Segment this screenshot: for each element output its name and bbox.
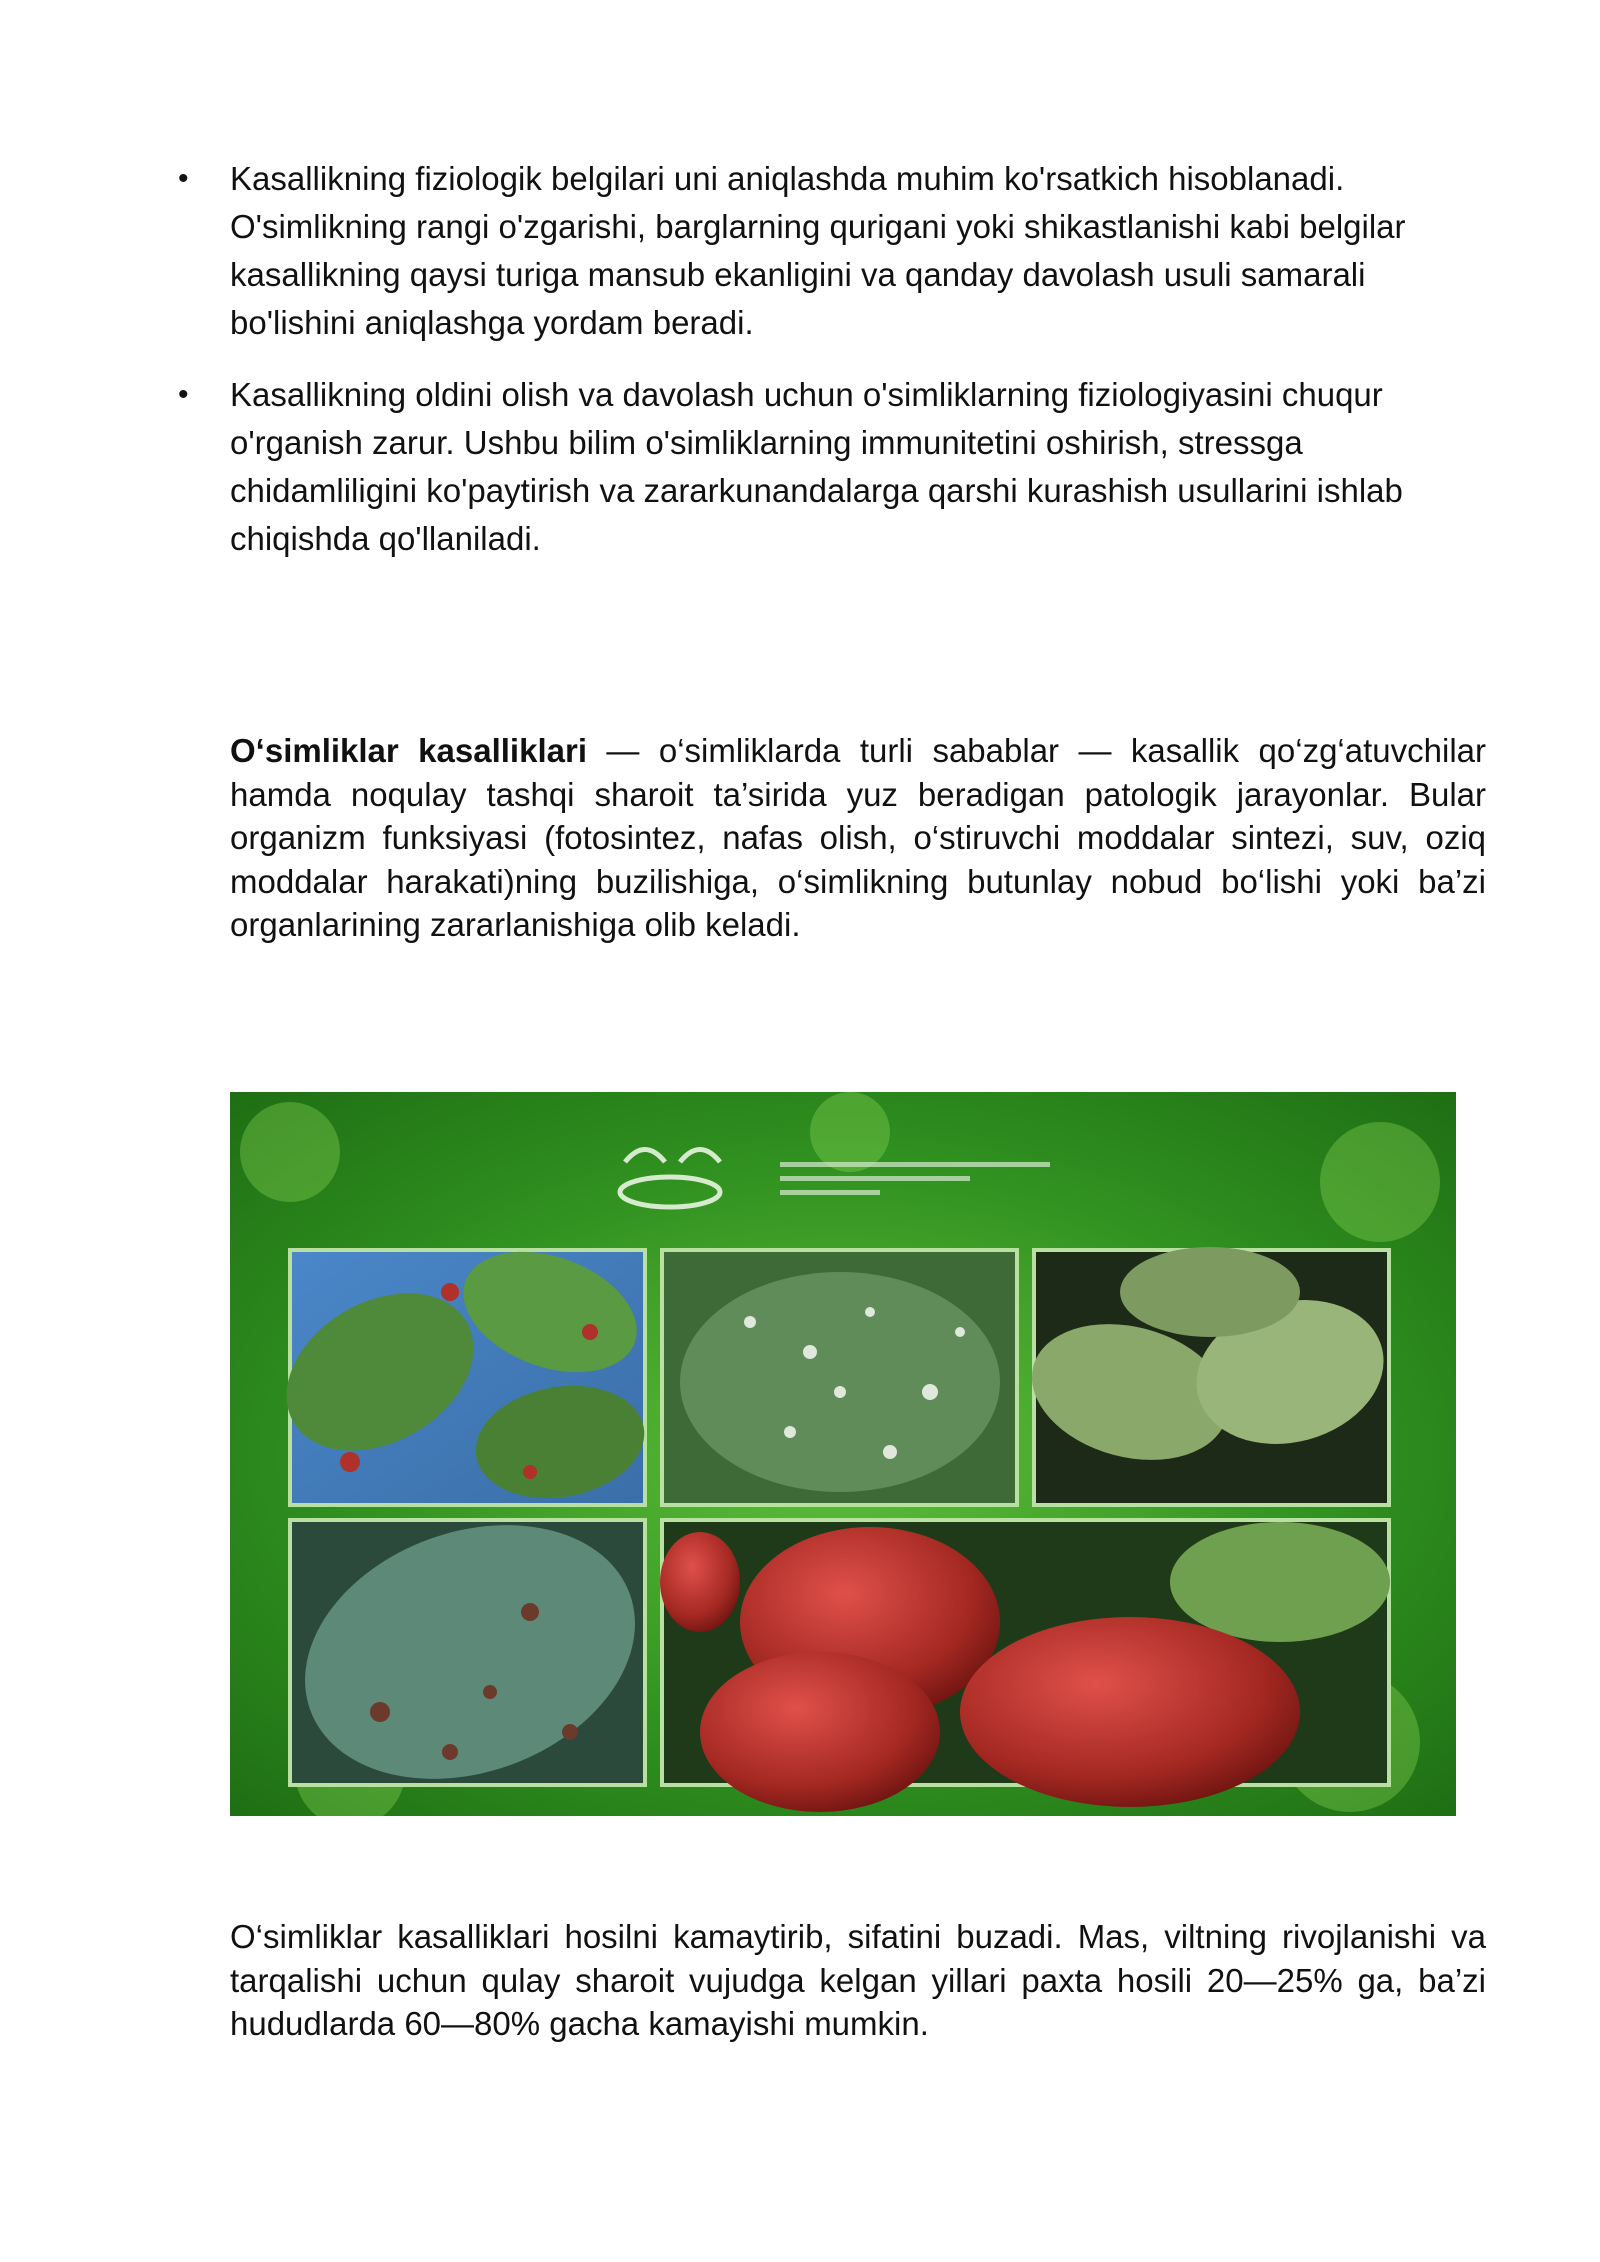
bullet-item [170,371,1490,563]
bullet-text: Kasallikning fiziologik belgilari uni aniqlashda muhim ko'rsatkich hisoblanadi. O'simlikning rangi o'zgarishi, barglarning qurigani yoki shikastlanishi kabi belgilar kasallikning qaysi turiga mansub ekanligini va qanday davolash usuli samarali bo'lishini aniqlashga yordam beradi. [230,160,1406,341]
bullet-item [170,155,1490,347]
bullet-icon: • [178,162,189,195]
bullet-list [170,155,1490,587]
definition-paragraph [230,729,1486,947]
closing-paragraph: O‘simliklar kasalliklari hosilni kamaytirib, sifatini buzadi. Mas, viltning rivojlanishi va tarqalishi uchun qulay sharoit vujudga kelgan yillari paxta hosili 20—25% ga, ba’zi hududlarda 60—80% gacha kamayishi mumkin. [230,1918,1486,2042]
disease-collage-image [230,1092,1456,1816]
definition-text: — o‘simliklarda turli sabablar — kasallik qo‘zg‘atuvchilar hamda noqulay tashqi sharoit ta’sirida yuz beradigan patologik jarayonlar. Bular organizm funksiyasi (fotosintez, nafas olish, o‘stiruvchi moddalar sintezi, suv, oziq moddalar harakati)ning buzilishiga, o‘simlikning butunlay nobud bo‘lishi yoki ba’zi organlarining zararlanishiga olib keladi. [230,732,1486,943]
bullet-icon: • [178,378,189,411]
definition-term: O‘simliklar kasalliklari [230,732,587,769]
bullet-text: Kasallikning oldini olish va davolash uchun o'simliklarning fiziologiyasini chuqur o'rganish zarur. Ushbu bilim o'simliklarning immunitetini oshirish, stressga chidamliligini ko'paytirish va zararkunandalarga qarshi kurashish usullarini ishlab chiqishda qo'llaniladi. [230,376,1403,557]
